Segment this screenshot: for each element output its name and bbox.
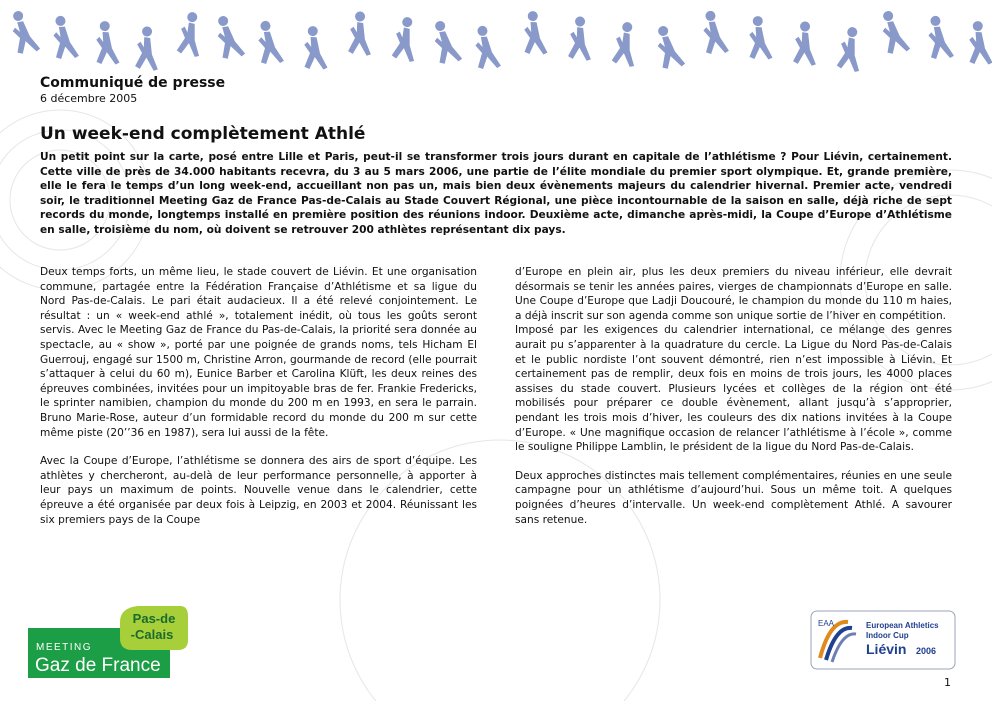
athlete-silhouette [474,25,501,70]
body-column-left [40,265,477,527]
meeting-gaz-de-france-logo [28,604,188,678]
athlete-silhouette [654,23,685,70]
athlete-silhouette [792,20,822,66]
athlete-silhouette [968,21,992,65]
document-type: Communiqué de presse [40,75,226,91]
document-header [40,74,225,106]
athlete-silhouette [523,11,548,55]
logo-meeting: MEETING [36,642,93,653]
body-paragraph: Imposé par les exigences du calendrier international, ce mélange des genres aurait pu s’apparenter à la quadrature du cercle. La Ligue du Nord Pas-de-Calais et le public nordiste l’ont souvent démontré, rien n’est impossible à Liévin. Et certainement pas de remplir, deux fois en moins de trois jours, les 4000 places assises du stade couvert. Plusieurs lycées et collèges de la région ont été mobilisés pour préparer ce double évènement, allant jusqu’à s’approprier, pendant les trois mois d’hiver, les couleurs des dix nations invitées à la Coupe d’Europe. « Une magnifique occasion de relancer l’athlétisme à l’école », comme le souligne Philippe Lamblin, le président de la ligue du Nord Pas-de-Calais. [515,324,952,454]
body-paragraph: Avec la Coupe d’Europe, l’athlétisme se donnera des airs de sport d’équipe. Les athlètes y chercheront, au-delà de leur performance personnelle, à apporter à leur pays un maximum de points. Nouvelle venue dans le calendrier, cette épreuve a été organisée par deux fois à Leipzig, en 2003 et 2004. Réunissant les six premiers pays de la Coupe [40,455,477,526]
page-number: 1 [944,676,951,689]
athlete-silhouette [214,13,245,60]
athlete-silhouette [9,8,40,55]
page-title: Un week-end complètement Athlé [40,124,366,144]
lead-paragraph: Un petit point sur la carte, posé entre Lille et Paris, peut-il se transformer trois jours durant en capitale de l’athlétisme ? Pour Liévin, certainement. Cette ville de près de 34.000 habitants recevra, du 3 au 5 mars 2006, une partie de l’élite mondiale du premier sport olympique. Et, grande première, elle le fera le temps d’un long week-end, accueillant non pas un, mais bien deux évènements majeurs du calendrier hivernal. Premier acte, vendredi soir, le traditionnel Meeting Gaz de France Pas-de-Calais au Stade Couvert Régional, une pièce incontournable de la saison en salle, déjà riche de sept records du monde, longtemps installé en première position des réunions indoor. Deuxième acte, dimanche après-midi, la Coupe d’Europe d’Athlétisme en salle, troisième du nom, où doivent se retrouver 200 athlètes représentant dix pays. [40,151,952,236]
body-column-right [515,265,952,527]
athlete-silhouette [927,15,954,60]
logo-pas-de: Pas-de [132,611,176,626]
logo-line1: European Athletics [866,621,939,630]
athlete-silhouette [390,15,424,63]
athlete-silhouette [257,20,284,65]
athlete-silhouette [303,26,328,70]
athlete-silhouette [52,15,79,60]
body-paragraph: Deux temps forts, un même lieu, le stade couvert de Liévin. Et une organisation commune, partagée entre la Fédération Française d’Athlétisme et sa ligue du Nord Pas-de-Calais. Le pari était audacieux. Il a été relevé conjointement. Le résultat : un « week-end athlé », totalement inédit, où tous les goûts seront servis. Avec le Meeting Gaz de France du Pas-de-Calais, la priorité sera donnée au spectacle, au « show », porté par une poignée de grands noms, tels Hicham El Guerrouj, engagé sur 1500 m, Christine Arron, gourmande de record (elle pourrait s’attaquer à celui du 60 m), Eunice Barber et Carolina Klüft, les deux reines des épreuves combinées, invitées pour un impitoyable bras de fer. Frankie Fredericks, le sprinter namibien, champion du monde du 200 m en 1993, en sera le parrain. Bruno Marie-Rose, auteur d’un formidable record du monde du 200 m sur cette même piste (20’’36 en 1987), sera lui aussi de la fête. [40,266,477,439]
athlete-silhouette [95,21,120,65]
logo-line2: Indoor Cup [866,631,909,640]
athlete-silhouette [567,15,597,61]
body-paragraph: d’Europe en plein air, plus les deux premiers du niveau inférieur, elle devrait désormais se tenir les années paires, vierges de championnats d’Europe en salle. Une Coupe d’Europe que Ladji Doucouré, le champion du monde du 110 m haies, a déjà inscrit sur son agenda comme son unique sortie de l’hiver en compétition. [515,266,952,322]
document-date: 6 décembre 2005 [40,92,138,105]
athlete-silhouette [610,20,644,68]
logo-calais: -Calais [130,627,174,642]
athlete-silhouette [431,18,462,65]
athlete-silhouette [835,25,869,73]
logo-year: 2006 [916,646,937,656]
athlete-silhouette [748,16,773,60]
athlete-silhouette [347,10,377,56]
athlete-silhouette [175,10,209,58]
athlete-silhouette [702,10,729,55]
body-paragraph: Deux approches distinctes mais tellement complémentaires, réunies en une seule campagne pour un athlétisme d’aujourd’hui. Sous un même toit. A quelques poignées d’heures d’intervalle. Un week-end complètement Athlé. A savourer sans retenue. [515,469,952,526]
athlete-silhouette [134,25,164,71]
logo-eaa: EAA [818,619,835,628]
european-athletics-indoor-cup-logo [810,610,956,670]
logo-brand: Gaz de France [35,655,161,676]
logo-city: Liévin [866,641,907,657]
athlete-silhouette [879,8,910,55]
